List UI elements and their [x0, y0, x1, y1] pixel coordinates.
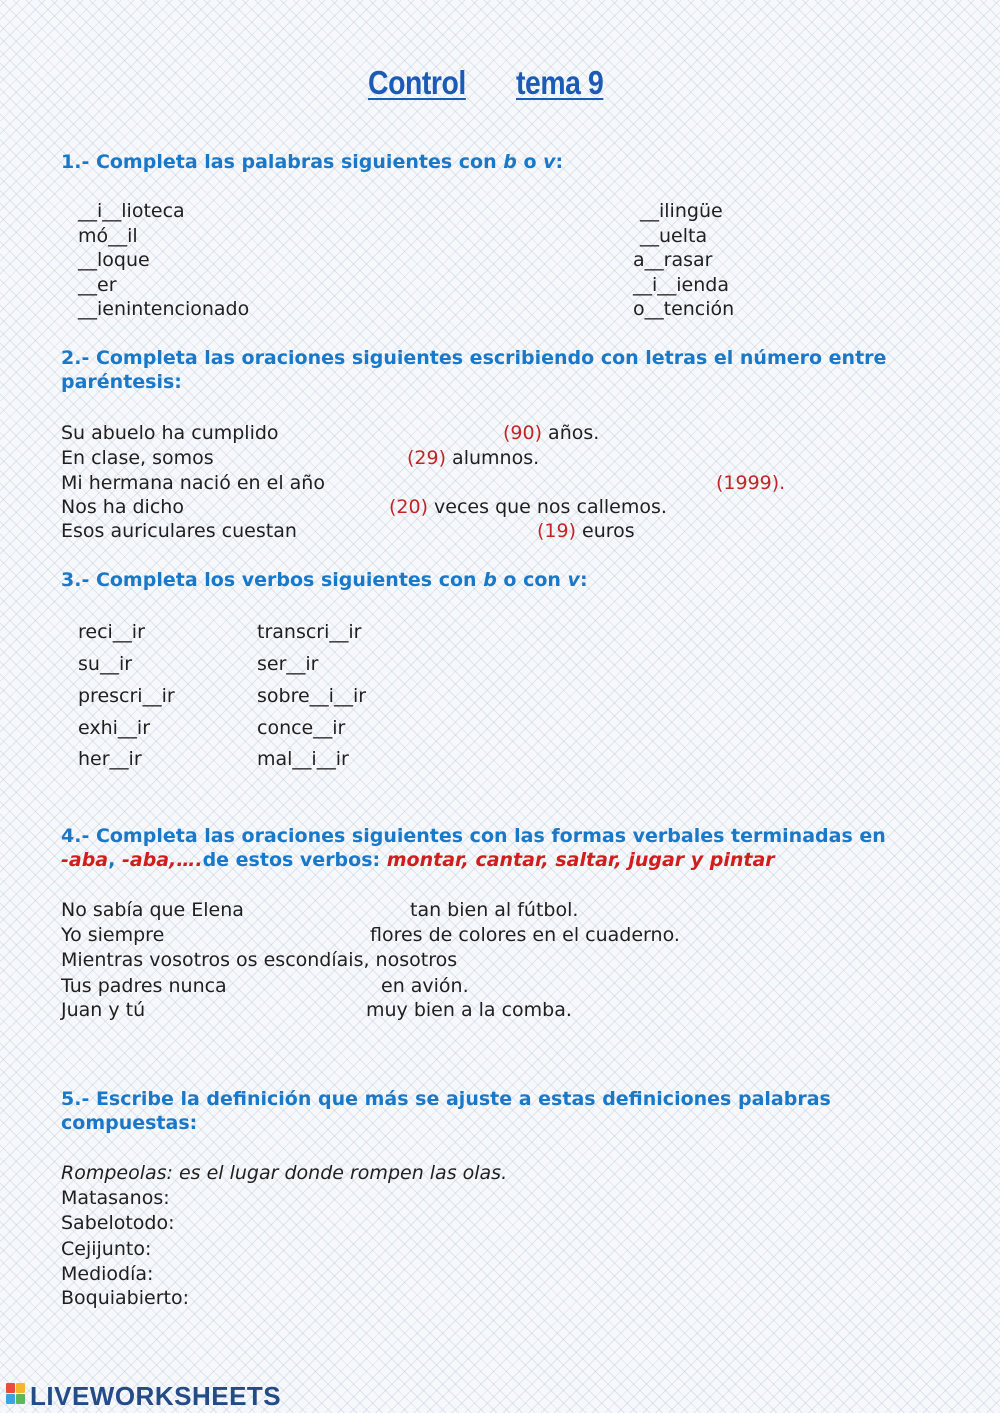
- s2-sentence-5: Esos auriculares cuestan: [61, 520, 297, 542]
- s3-left-2[interactable]: su__ir: [78, 653, 133, 675]
- s4-sentence-3: Mientras vosotros os escondíais, nosotros: [61, 949, 458, 971]
- s5-item-2[interactable]: Sabelotodo:: [61, 1212, 175, 1234]
- s3-right-3[interactable]: sobre__i__ir: [257, 685, 367, 707]
- s4-ending-2: flores de colores en el cuaderno.: [370, 924, 680, 946]
- s5-item-1[interactable]: Matasanos:: [61, 1187, 170, 1209]
- s1-left-3[interactable]: __loque: [78, 249, 150, 271]
- s4-sentence-2: Yo siempre: [61, 924, 165, 946]
- s1-right-3[interactable]: a__rasar: [633, 249, 713, 271]
- s1-right-2[interactable]: __uelta: [640, 225, 708, 247]
- section-5-heading-line1: 5.- Escribe la definición que más se ajuste a estas definiciones palabras: [61, 1088, 831, 1110]
- s2-number-5: (19) euros: [537, 520, 635, 542]
- s3-left-4[interactable]: exhi__ir: [78, 717, 151, 739]
- s1-left-2[interactable]: mó__il: [78, 225, 138, 247]
- section-4-heading-line2: -aba, -aba,….de estos verbos: montar, cantar, saltar, jugar y pintar: [61, 849, 775, 871]
- s2-sentence-4: Nos ha dicho: [61, 496, 184, 518]
- liveworksheets-logo-icon: [6, 1383, 26, 1405]
- title-tema: tema 9: [516, 64, 604, 101]
- s2-number-4: (20) veces que nos callemos.: [389, 496, 667, 518]
- s4-ending-5: muy bien a la comba.: [366, 999, 572, 1021]
- s4-sentence-1: No sabía que Elena: [61, 899, 244, 921]
- s2-sentence-1: Su abuelo ha cumplido: [61, 422, 279, 444]
- s5-example: Rompeolas: es el lugar donde rompen las olas.: [61, 1162, 508, 1184]
- title-control: Control: [368, 64, 466, 101]
- s4-sentence-5: Juan y tú: [61, 999, 146, 1021]
- s2-number-2: (29) alumnos.: [407, 447, 540, 469]
- s3-right-4[interactable]: conce__ir: [257, 717, 346, 739]
- liveworksheets-logo-text: LIVEWORKSHEETS: [30, 1381, 282, 1411]
- section-2-heading-line1: 2.- Completa las oraciones siguientes escribiendo con letras el número entre: [61, 347, 887, 369]
- s1-left-4[interactable]: __er: [78, 274, 117, 296]
- s1-right-4[interactable]: __i__ienda: [633, 274, 729, 296]
- s3-right-5[interactable]: mal__i__ir: [257, 748, 349, 770]
- s3-left-1[interactable]: reci__ir: [78, 621, 145, 643]
- s3-left-5[interactable]: her__ir: [78, 748, 142, 770]
- s2-sentence-3: Mi hermana nació en el año: [61, 472, 325, 494]
- s1-right-5[interactable]: o__tención: [633, 298, 735, 320]
- s5-item-3[interactable]: Cejijunto:: [61, 1238, 152, 1260]
- s2-sentence-2: En clase, somos: [61, 447, 214, 469]
- section-2-heading-line2: paréntesis:: [61, 371, 182, 393]
- s1-left-1[interactable]: __i__lioteca: [78, 200, 185, 222]
- section-3-heading: 3.- Completa los verbos siguientes con b o con v:: [61, 569, 588, 591]
- section-4-heading-line1: 4.- Completa las oraciones siguientes con las formas verbales terminadas en: [61, 825, 886, 847]
- s1-right-1[interactable]: __ilingüe: [640, 200, 723, 222]
- s3-left-3[interactable]: prescri__ir: [78, 685, 175, 707]
- s4-ending-1: tan bien al fútbol.: [410, 899, 579, 921]
- section-1-heading: 1.- Completa las palabras siguientes con b o v:: [61, 151, 564, 173]
- s4-sentence-4: Tus padres nunca: [61, 975, 227, 997]
- s3-right-1[interactable]: transcri__ir: [257, 621, 362, 643]
- s2-number-3: (1999).: [716, 472, 786, 494]
- s5-item-5[interactable]: Boquiabierto:: [61, 1287, 189, 1309]
- section-5-heading-line2: compuestas:: [61, 1112, 198, 1134]
- s5-item-4[interactable]: Mediodía:: [61, 1263, 154, 1285]
- s2-number-1: (90) años.: [503, 422, 600, 444]
- s1-left-5[interactable]: __ienintencionado: [78, 298, 250, 320]
- s4-ending-4: en avión.: [381, 975, 469, 997]
- s3-right-2[interactable]: ser__ir: [257, 653, 319, 675]
